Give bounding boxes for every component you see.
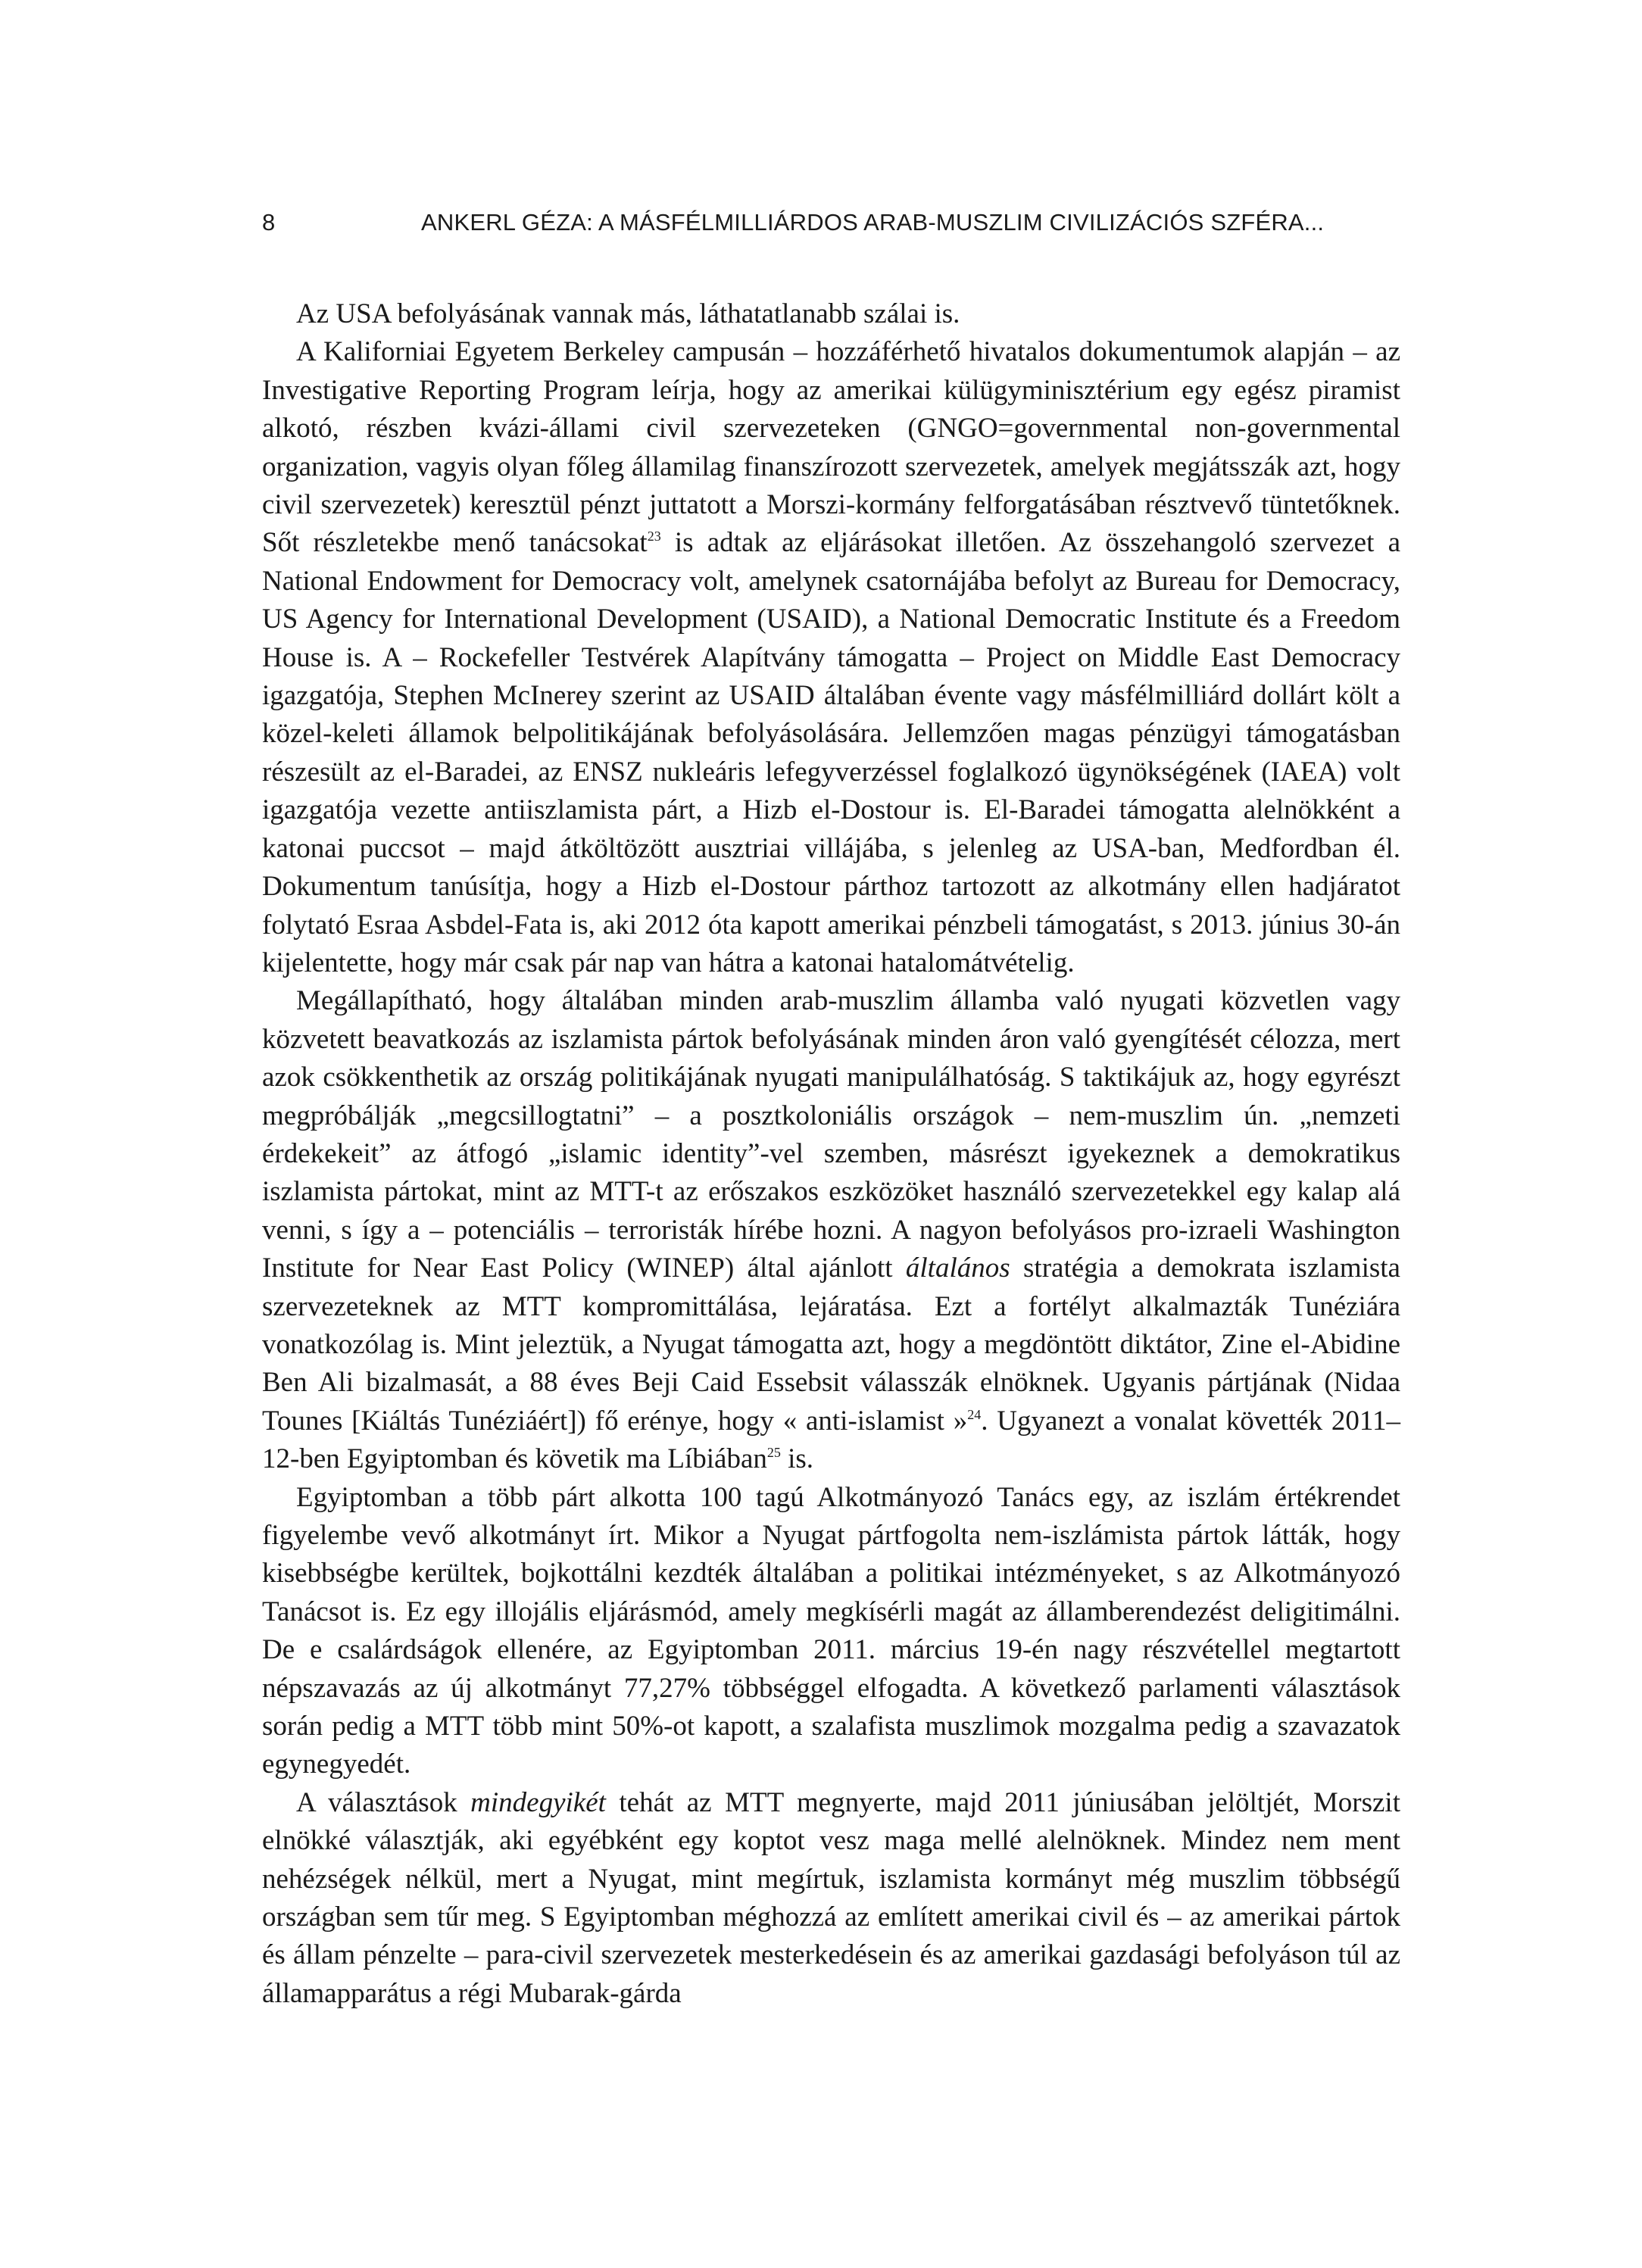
- paragraph-3: [262, 982, 1400, 1478]
- paragraph-1: Az USA befolyásának vannak más, láthatatlanabb szálai is.: [296, 298, 960, 329]
- paragraph-2-text-b: is adtak az eljárásokat illetően. Az összehangoló szervezet a National Endowment for Democracy volt, amelynek csatornájába befolyt az Bureau for Democracy, US Agency for International Development (USAID), a National Democratic Institute és a Freedom House is. A – Rockefeller Testvérek Alapítvány támogatta – Project on Middle East Democracy igazgatója, Stephen McInerey szerint az USAID általában évente vagy másfélmilliárd dollárt költ a közel-keleti államok belpolitikájának befolyásolására. Jellemzően magas pénzügyi támogatásban részesült az el-Baradei, az ENSZ nukleáris lefegyverzéssel foglalkozó ügynökségének (IAEA) volt igazgatója vezette antiiszlamista párt, a Hizb el-Dostour is. El-Baradei támogatta alelnökként a katonai puccsot – majd átköltözött ausztriai villájába, s jelenleg az USA-ban, Medfordban él. Dokumentum tanúsítja, hogy a Hizb el-Dostour párthoz tartozott az alkotmány ellen hadjáratot folytató Esraa Asbdel-Fata is, aki 2012 óta kapott amerikai pénzbeli támogatást, s 2013. június 30-án kijelentette, hogy már csak pár nap van hátra a katonai hatalomátvételig.: [262, 527, 1401, 978]
- page-number: 8: [262, 209, 276, 236]
- paragraph-3-text-b: stratégia a demokrata iszlamista szervezeteknek az MTT kompromittálása, lejáratása. Ezt a fortélyt alkalmazták Tunéziára vonatkozólag is. Mint jeleztük, a Nyugat támogatta azt, hogy a megdöntött diktátor, Zine el-Abidine Ben Ali bizalmasát, a 88 éves Beji Caid Essebsit válasszák elnöknek. Ugyanis pártjának (Nidaa Tounes [Kiáltás Tunéziáért]) fő erénye, hogy « anti-islamist »: [262, 1253, 1400, 1437]
- paragraph-5-text-b: tehát az MTT megnyerte, majd 2011 júniusában jelöltjét, Morszit elnökké választják, aki egyébként egy koptot vesz maga mellé alelnöknek. Mindez nem ment nehézségek nélkül, mert a Nyugat, mint megírtuk, iszlamista kormányt még muszlim többségű országban sem tűr meg. S Egyiptomban méghozzá az említett amerikai civil és – az amerikai pártok és állam pénzelte – para-civil szervezetek mesterkedésein és az amerikai gazdasági befolyáson túl az államapparátus a régi Mubarak-gárda: [262, 1786, 1400, 2009]
- paragraph-3-text-d: is.: [780, 1443, 814, 1475]
- running-title: ANKERL GÉZA: A MÁSFÉLMILLIÁRDOS ARAB-MUSZLIM CIVILIZÁCIÓS SZFÉRA...: [421, 209, 1325, 236]
- paragraph-2-text-a: A Kaliforniai Egyetem Berkeley campusán – hozzáférhető hivatalos dokumentumok alapján – az Investigative Reporting Program leírja, hogy az amerikai külügyminisztérium egy egész piramist alkotó, részben kvázi-állami civil szervezeteken (GNGO=governmental non-governmental organization, vagyis olyan főleg államilag finanszírozott szervezetek, amelyek megjátsszák azt, hogy civil szervezetek) keresztül pénzt juttatott a Morszi-kormány felforgatásában résztvevő tüntetőknek. Sőt részletekbe menő tanácsokat: [262, 336, 1400, 559]
- paragraph-5-text-a: A választások: [296, 1786, 471, 1818]
- footnote-ref-24[interactable]: 24: [967, 1406, 982, 1422]
- paragraph-3-text-c: . Ugyanezt a vonalat követték 2011–12-ben Egyiptomban és követik ma Líbiában: [262, 1405, 1401, 1475]
- running-head: [262, 206, 1400, 239]
- body-text: [262, 295, 1400, 2013]
- paragraph-3-emphasis: általános: [905, 1253, 1010, 1284]
- footnote-ref-23[interactable]: 23: [647, 529, 661, 544]
- paragraph-2: [262, 333, 1400, 982]
- paragraph-5: [262, 1784, 1400, 2013]
- paragraph-3-text-a: Megállapítható, hogy általában minden arab-muszlim államba való nyugati közvetlen vagy közvetett beavatkozás az iszlamista pártok befolyásának minden áron való gyengítését célozza, mert azok csökkenthetik az ország politikájának nyugati manipulálhatóság. S taktikájuk az, hogy egyrészt megpróbálják „megcsillogtatni” – a posztkoloniális országok – nem-muszlim ún. „nemzeti érdekekeit” az átfogó „islamic identity”-vel szemben, másrészt igyekeznek a demokratikus iszlamista pártokat, mint az MTT-t az erőszakos eszközöket használó szervezetekkel egy kalap alá venni, s így a – potenciális – terroristák hírébe hozni. A nagyon befolyásos pro-izraeli Washington Institute for Near East Policy (WINEP) által ajánlott: [262, 985, 1400, 1284]
- paragraph-5-emphasis: mindegyikét: [470, 1786, 606, 1818]
- paragraph-4: Egyiptomban a több párt alkotta 100 tagú Alkotmányozó Tanács egy, az iszlám értékrendet figyelembe vevő alkotmányt írt. Mikor a Nyugat pártfogolta nem-iszlámista pártok látták, hogy kisebbségbe kerültek, bojkottálni kezdték általában a politikai intézményeket, s az Alkotmányozó Tanácsot is. Ez egy illojális eljárásmód, amely megkísérli magát az államberendezést deligitimálni. De e csalárdságok ellenére, az Egyiptomban 2011. március 19-én nagy részvétellel megtartott népszavazás az új alkotmányt 77,27% többséggel elfogadta. A következő parlamenti választások során pedig a MTT több mint 50%-ot kapott, a szalafista muszlimok mozgalma pedig a szavazatok egynegyedét.: [262, 1481, 1400, 1780]
- footnote-ref-25[interactable]: 25: [766, 1445, 781, 1461]
